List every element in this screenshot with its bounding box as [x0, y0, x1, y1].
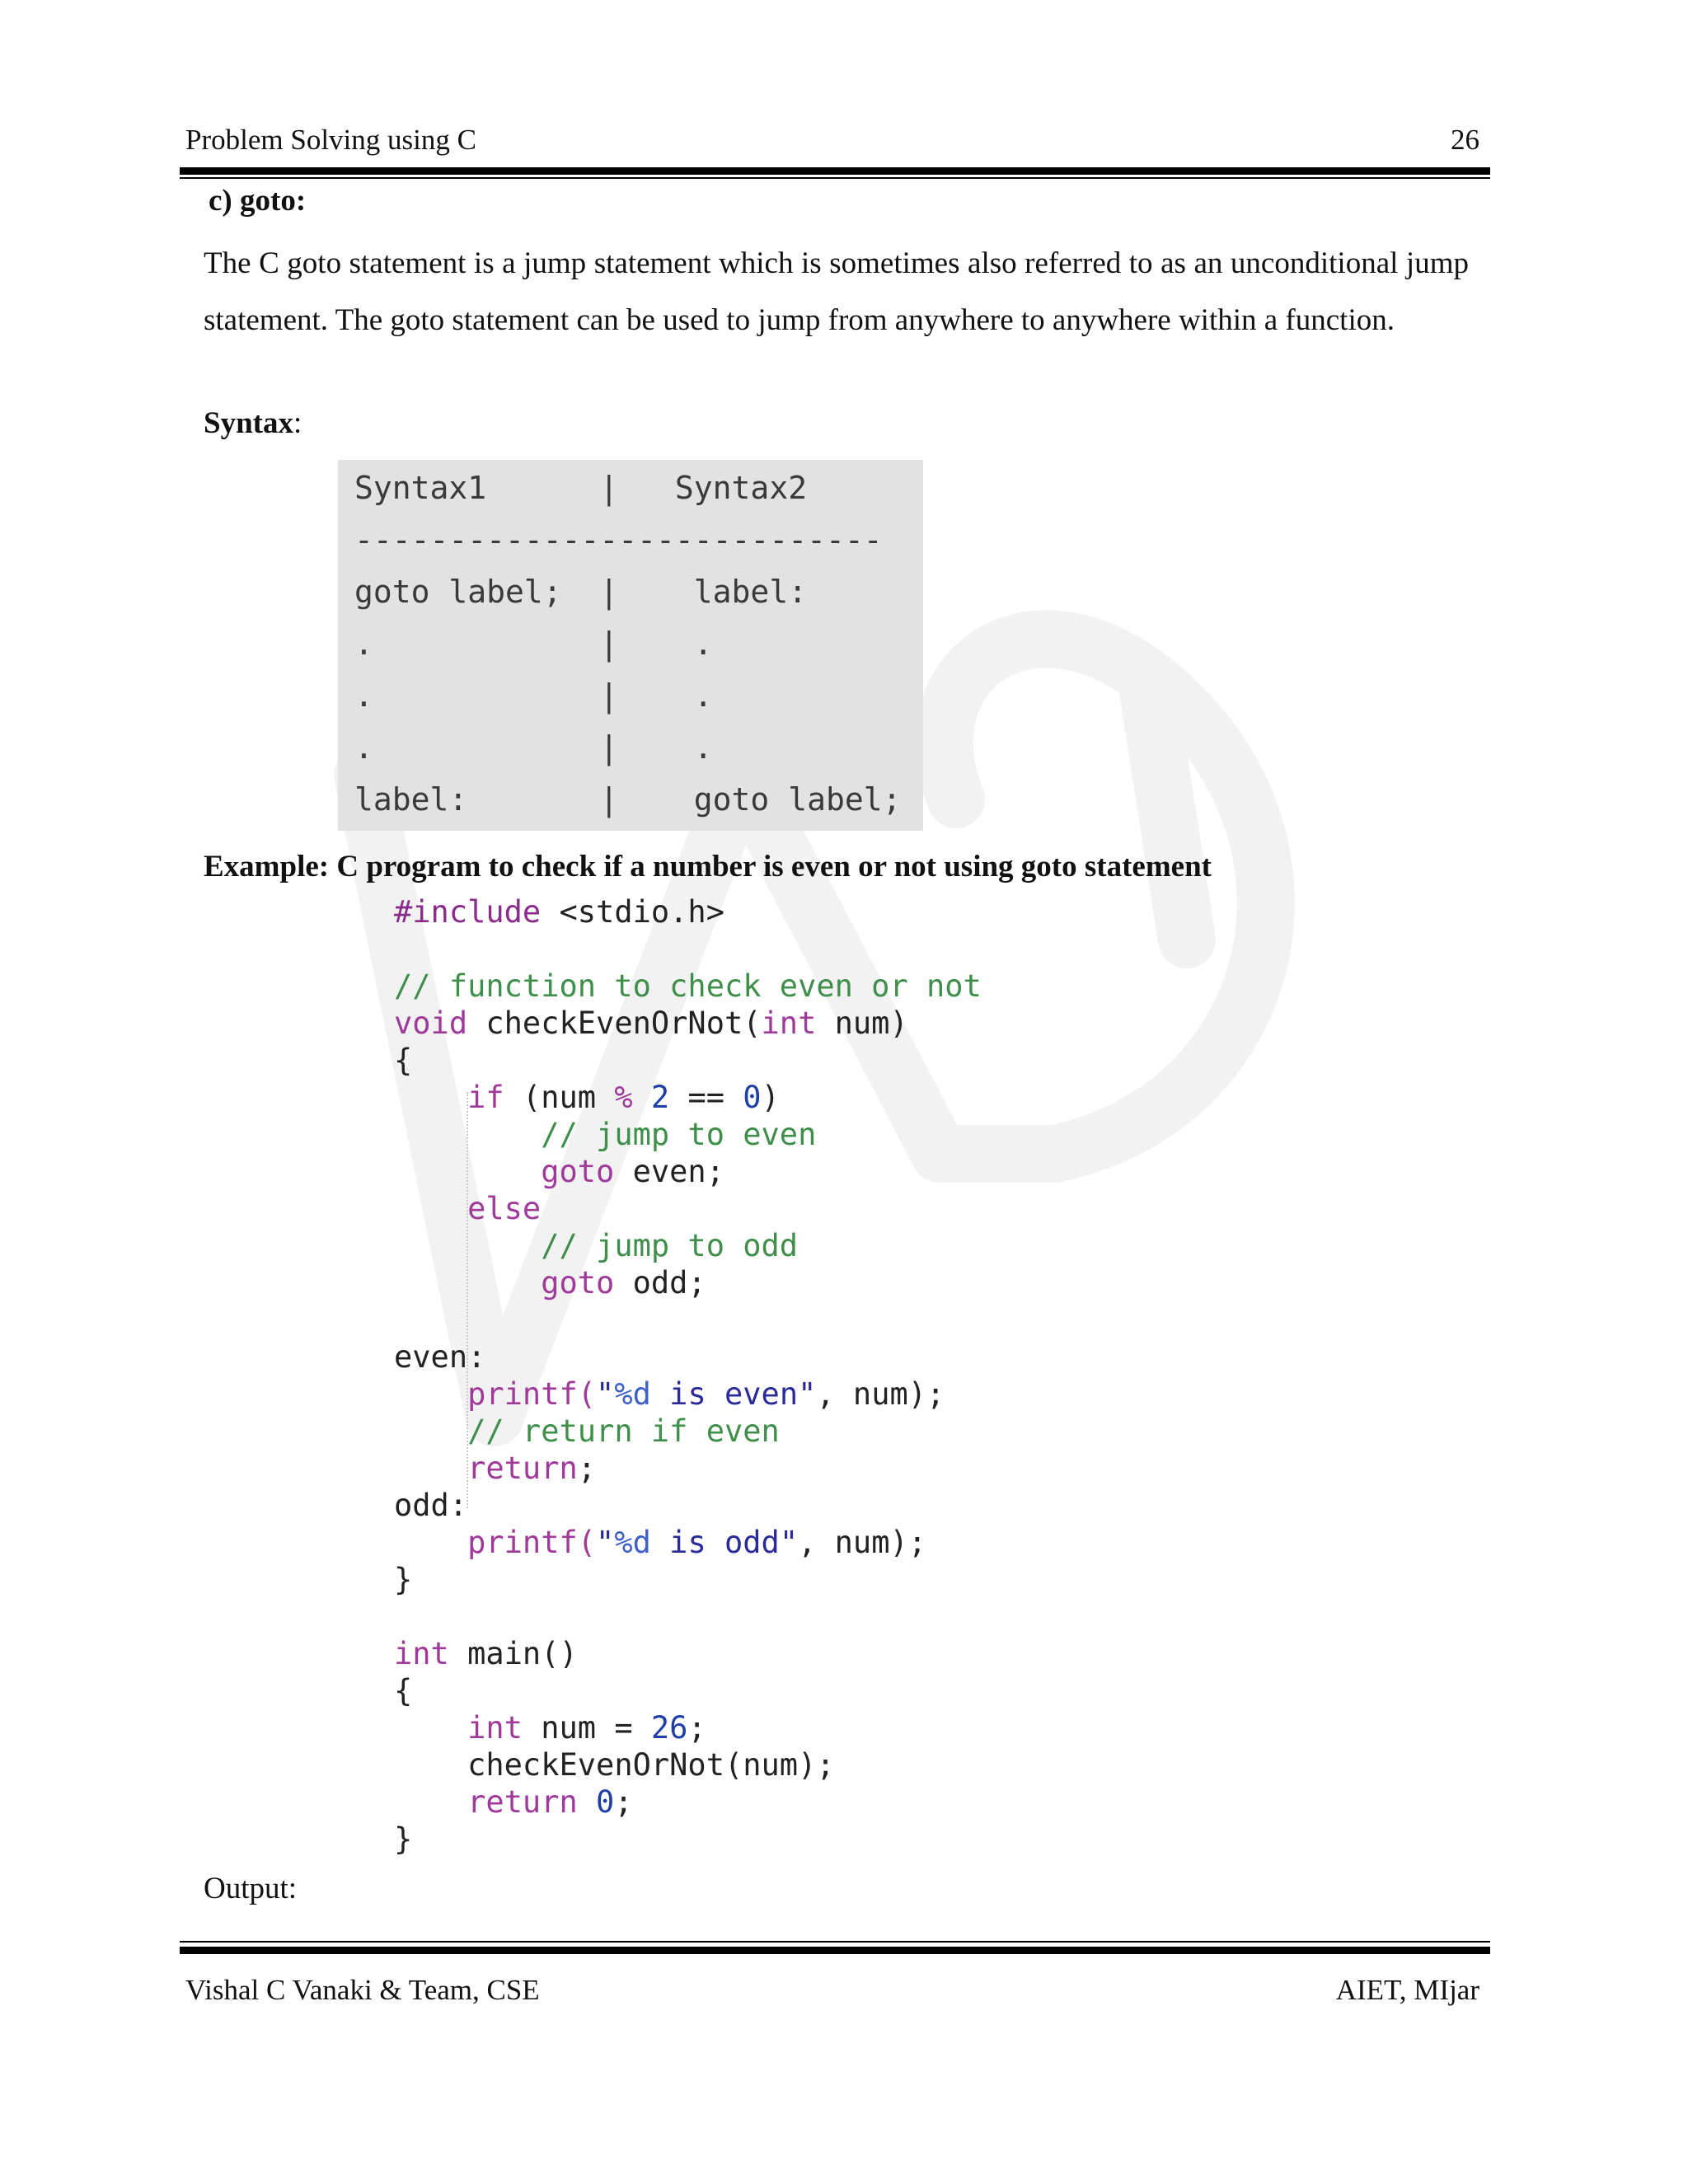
code-line-printf-even: printf("%d is even", num);: [467, 1376, 945, 1412]
code-line-comment-even: // jump to even: [541, 1117, 817, 1152]
code-line-else: else: [467, 1191, 542, 1226]
footer-rule-thick: [180, 1947, 1490, 1954]
code-line-printf-odd: printf("%d is odd", num);: [467, 1525, 927, 1560]
header-title: Problem Solving using C: [185, 124, 476, 156]
footer-rule-thin: [180, 1941, 1490, 1943]
header-rule-thick: [180, 167, 1490, 175]
header-rule-thin: [180, 177, 1490, 179]
code-line-goto-even: goto even;: [541, 1154, 724, 1189]
code-line-return: return;: [467, 1451, 597, 1486]
code-line-open-brace: {: [394, 1043, 413, 1078]
code-line-return-zero: return 0;: [467, 1784, 633, 1820]
page-number: 26: [1451, 124, 1479, 156]
syntax-line-1: Syntax1 | Syntax2: [354, 470, 808, 506]
section-heading: c) goto:: [209, 184, 307, 218]
code-line-comment-return: // return if even: [467, 1413, 780, 1449]
section-paragraph: The C goto statement is a jump statement which is sometimes also referred to as an unconditional jump statement. The goto statement can be used to jump from anywhere to anywhere within a function.: [204, 246, 1469, 337]
code-line-call: checkEvenOrNot(num);: [467, 1747, 835, 1783]
syntax-label: [204, 405, 302, 441]
example-title: Example: C program to check if a number is even or not using goto statement: [204, 850, 1212, 883]
syntax-line-3: goto label; | label:: [354, 574, 808, 610]
code-line-comment-odd: // jump to odd: [541, 1228, 799, 1263]
syntax-label-text: Syntax: [204, 406, 293, 440]
syntax-code-box: [338, 460, 923, 831]
syntax-label-colon: :: [293, 406, 302, 440]
syntax-line-7: label: | goto label;: [354, 781, 902, 818]
code-line-close-brace-func: }: [394, 1562, 413, 1597]
code-line-func-signature: void checkEvenOrNot(int num): [394, 1005, 908, 1041]
code-line-goto-odd: goto odd;: [541, 1265, 706, 1301]
syntax-line-2: ----------------------------: [354, 522, 883, 558]
code-line-main-close-brace: }: [394, 1821, 413, 1857]
footer-left: Vishal C Vanaki & Team, CSE: [185, 1974, 540, 2006]
code-line-main-open-brace: {: [394, 1673, 413, 1708]
code-line-num-decl: int num = 26;: [467, 1710, 706, 1746]
output-label: Output:: [204, 1872, 298, 1905]
code-line-odd-label: odd:: [394, 1488, 468, 1523]
code-listing: [394, 894, 987, 1858]
code-line-main-signature: int main(): [394, 1636, 578, 1671]
code-line-if: if (num % 2 == 0): [467, 1080, 780, 1115]
syntax-line-6: . | .: [354, 729, 713, 766]
footer-right: AIET, MIjar: [1335, 1974, 1479, 2006]
code-line-include: #include <stdio.h>: [394, 894, 724, 930]
syntax-line-5: . | .: [354, 677, 713, 714]
code-line-even-label: even:: [394, 1339, 486, 1375]
code-line-comment-function: // function to check even or not: [394, 968, 982, 1004]
syntax-line-4: . | .: [354, 626, 713, 662]
